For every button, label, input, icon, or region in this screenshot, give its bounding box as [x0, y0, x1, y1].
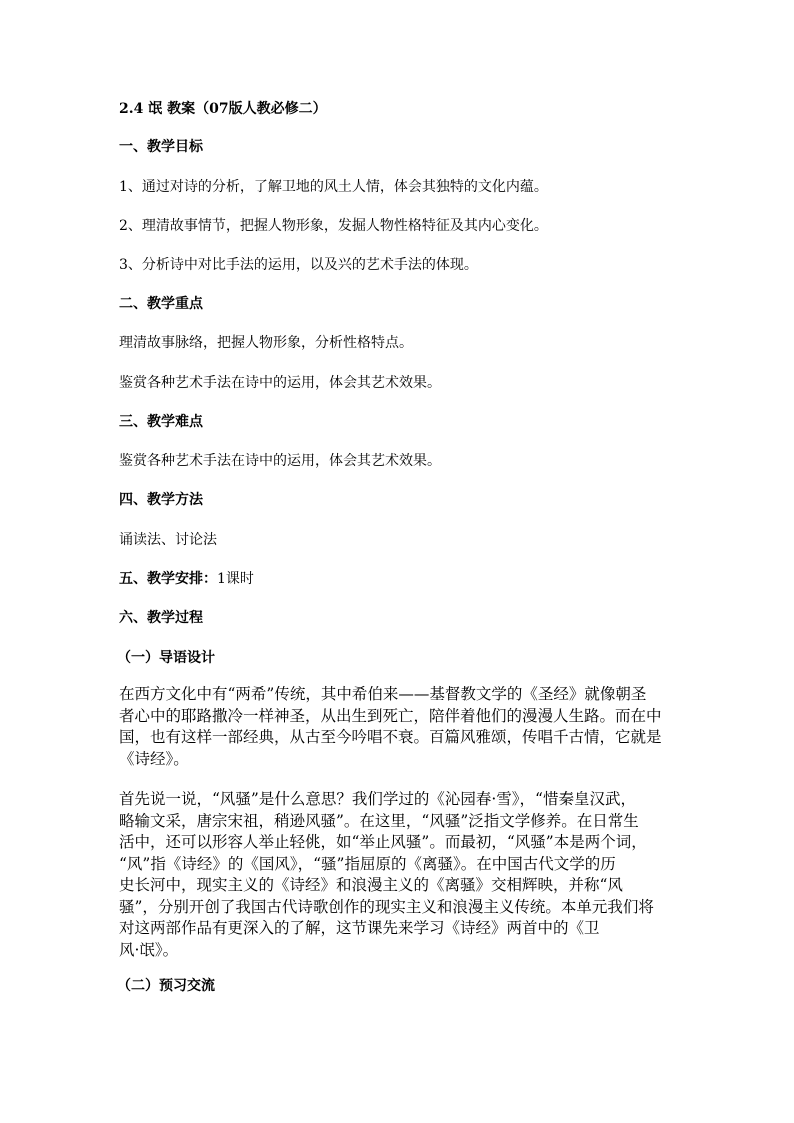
section-heading-difficulties: 三、教学难点	[119, 414, 203, 430]
subsection-heading-preview: （二）预习交流	[117, 978, 215, 994]
objective-item-1: 1、通过对诗的分析，了解卫地的风土人情，体会其独特的文化内蕴。	[119, 179, 548, 195]
paragraph-line: 风·氓》。	[119, 940, 179, 959]
objective-item-2: 2、理清故事情节，把握人物形象，发掘人物性格特征及其内心变化。	[119, 218, 548, 234]
paragraph-line: “风”指《诗经》的《国风》，“骚”指屈原的《离骚》。在中国古代文学的历	[119, 854, 616, 873]
difficulty-item-1: 鉴赏各种艺术手法在诗中的运用，体会其艺术效果。	[119, 453, 441, 469]
method-item-1: 诵读法、讨论法	[119, 532, 217, 548]
paragraph-line: 略输文采，唐宗宋祖，稍逊风骚”。在这里，“风骚”泛指文学修养。在日常生	[119, 811, 639, 830]
paragraph-line: 在西方文化中有“两希”传统，其中希伯来——基督教文学的《圣经》就像朝圣	[119, 685, 647, 703]
section-heading-objectives: 一、教学目标	[119, 139, 203, 155]
section-heading-process: 六、教学过程	[119, 610, 203, 626]
key-point-item-2: 鉴赏各种艺术手法在诗中的运用，体会其艺术效果。	[119, 375, 441, 391]
paragraph-line: 者心中的耶路撒冷一样神圣，从出生到死亡，陪伴着他们的漫漫人生路。而在中	[119, 706, 662, 725]
section-heading-key-points: 二、教学重点	[119, 296, 203, 312]
schedule-line	[119, 569, 254, 589]
section-heading-schedule: 五、教学安排：	[119, 571, 217, 587]
objective-item-3: 3、分析诗中对比手法的运用，以及兴的艺术手法的体现。	[119, 257, 478, 273]
section-heading-methods: 四、教学方法	[119, 492, 203, 508]
paragraph-line: 国，也有这样一部经典，从古至今吟唱不衰。百篇风雅颂，传唱千古情，它就是	[119, 728, 662, 746]
subsection-heading-intro: （一）导语设计	[117, 650, 215, 666]
paragraph-line: 史长河中，现实主义的《诗经》和浪漫主义的《离骚》交相辉映，并称“风	[119, 876, 623, 894]
document-title: 2.4 氓 教案（07版人教必修二）	[119, 101, 327, 117]
key-point-item-1: 理清故事脉络，把握人物形象，分析性格特点。	[119, 335, 413, 351]
paragraph-line: 首先说一说，“风骚”是什么意思？我们学过的《沁园春·雪》，“惜秦皇汉武，	[119, 790, 636, 808]
paragraph-line: 对这两部作品有更深入的了解，这节课先来学习《诗经》两首中的《卫	[119, 919, 600, 937]
paragraph-line: 《诗经》。	[119, 749, 189, 768]
intro-paragraph-2	[119, 789, 679, 961]
paragraph-line: 骚”，分别开创了我国古代诗歌创作的现实主义和浪漫主义传统。本单元我们将	[119, 897, 654, 916]
paragraph-line: 活中，还可以形容人举止轻佻，如“举止风骚”。而最初，“风骚”本是两个词，	[119, 833, 647, 851]
intro-paragraph-1	[119, 684, 679, 770]
schedule-value: 1课时	[217, 571, 254, 587]
